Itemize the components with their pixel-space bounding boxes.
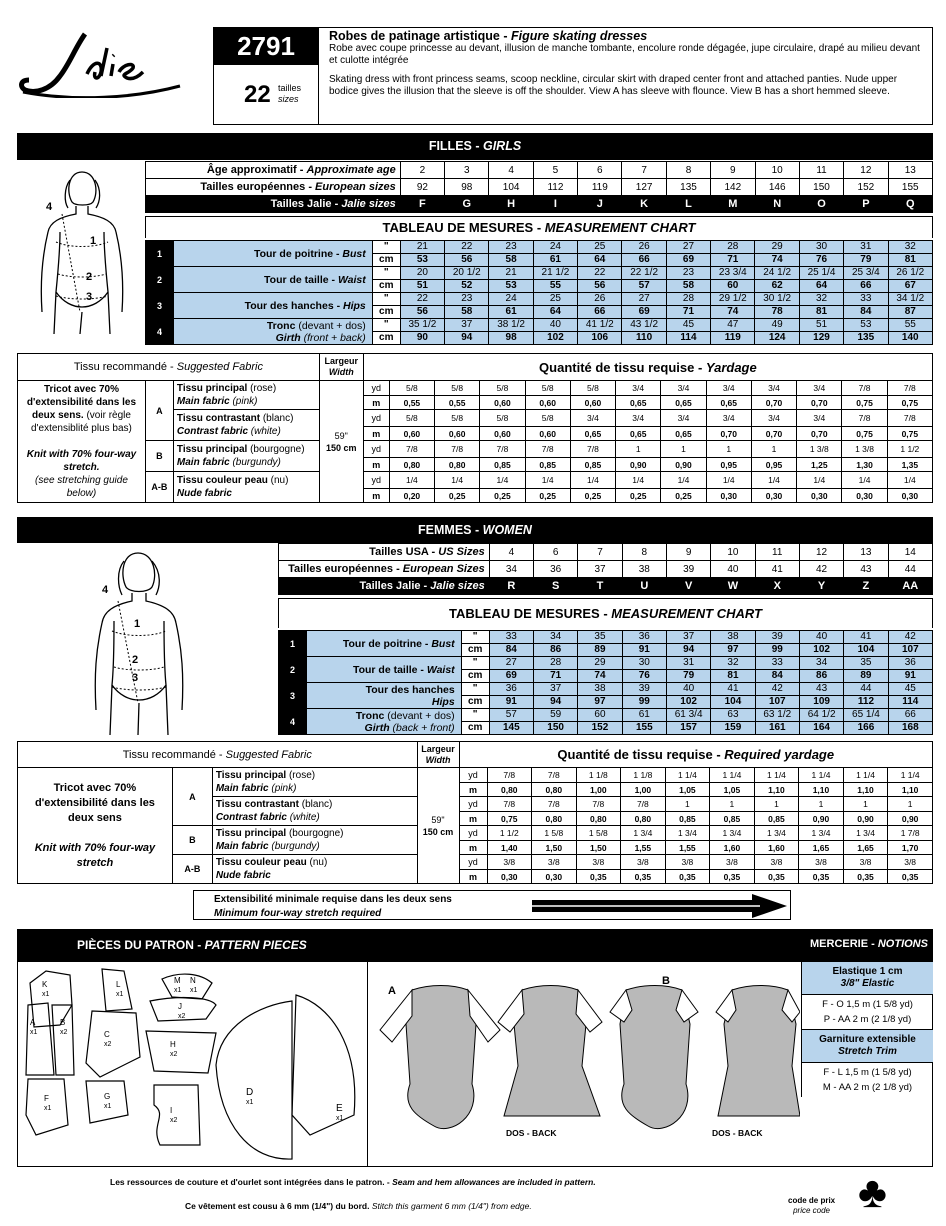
fabric-row-yd: Tricot avec 70% d'extensibilité dans les deux sens. (voir règle d'extensiblité plus bas) Knit with 70% four-way stretch. (see stretching guide below) A Tissu principal (rose) Main fabric (pink) 59" 150 cm yd 5/8 5/8 5/8 5/8 5/8 3/4 3/4 3/4 3/4 3/4 7/8 7/8 [18,381,933,396]
piece-qty-d: x1 [246,1099,254,1106]
row-number: 3 [279,683,307,709]
fabric-width: 59" 150 cm [417,768,459,884]
piece-label-a: A [30,1018,36,1027]
view-a-back-label: DOS - BACK [506,1128,557,1138]
fabric-row-yd: Tissu contrastant (blanc) Contrast fabric (white) yd 5/8 5/8 5/8 5/8 3/4 3/4 3/4 3/4 3/4 3/4 7/8 7/8 [18,410,933,427]
piece-qty-k: x1 [42,991,50,998]
measure-label: Tour de taille - Waist [306,657,461,683]
piece-label-g: G [104,1092,111,1101]
piece-qty-n: x1 [190,987,198,994]
piece-qty-b: x2 [60,1029,68,1036]
fabric-row-m: m 0,80 0,80 0,85 0,85 0,85 0,90 0,90 0,95 0,95 1,25 1,30 1,35 [18,458,933,472]
women-rec-fabric-title: Tissu recommandé - Suggested Fabric [18,742,418,768]
w-euro-label: Tailles européennes - European Sizes [279,561,490,578]
notions-panel [801,962,933,1097]
measure-label: Tour des hanches - Hips [173,293,372,319]
pattern-number: 2791 [213,27,319,65]
piece-qty-e: x1 [336,1115,344,1122]
sizes-count: 22 [244,81,271,108]
measure-label: Tronc (devant + dos) Girth (front + back) [173,319,372,345]
measure-label: Tour de poitrine - Bust [173,241,372,267]
measure-row-cm: cm 145 150 152 155 157 159 161 164 166 168 [279,722,933,735]
women-chart-title: TABLEAU DE MESURES - MEASUREMENT CHART [278,598,933,628]
jalie-label: Tailles Jalie - Jalie sizes [146,196,401,213]
measure-row-cm: cm 51 52 53 55 56 57 58 60 62 64 66 67 [146,280,933,293]
measure-row-cm: cm 56 58 61 64 66 69 71 74 78 81 84 87 [146,306,933,319]
women-yardage-title: Quantité de tissu requise - Required yardage [459,742,932,768]
elastic-header: Elastique 1 cm 3/8" Elastic [802,962,933,995]
row-number: 2 [146,267,174,293]
piece-label-h: H [170,1040,176,1049]
fabric-row-yd: A-B Tissu couleur peau (nu) Nude fabric yd 1/4 1/4 1/4 1/4 1/4 1/4 1/4 1/4 1/4 1/4 1/4 1/4 [18,472,933,489]
notions-title: MERCERIE - NOTIONS [810,938,928,950]
row-number: 4 [279,709,307,735]
girls-section-bar: FILLES - GIRLS [17,133,933,160]
fabric-name: Tissu principal (rose) Main fabric (pink) [212,768,417,797]
fabric-row-m: m 0,60 0,60 0,60 0,60 0,65 0,65 0,65 0,70 0,70 0,70 0,75 0,75 [18,427,933,441]
girls-yardage-title: Quantité de tissu requise - Yardage [363,354,932,381]
fabric-row-m: m 0,30 0,30 0,35 0,35 0,35 0,35 0,35 0,35 0,35 0,35 [18,870,933,884]
fabric-name: Tissu principal (bourgogne) Main fabric (burgundy) [173,441,319,472]
piece-g [86,1081,128,1123]
woman-figure [80,545,200,740]
piece-m [162,974,212,999]
girls-size-table: Âge approximatif - Approximate age 2 3 4 5 6 7 8 9 10 11 12 13 Tailles européennes - European sizes 92 98 104 112 119 127 135 142 146 150 152 155 Tailles Jalie - Jalie sizes F G H I J K L M N O P Q [145,161,933,213]
piece-e [292,995,355,1135]
sizes-label-en: sizes [278,94,299,104]
stretch-arrow-icon [532,893,788,919]
view-drawings [372,966,800,1164]
girls-width-title: Largeur Width [319,354,363,381]
view-code: A [145,381,173,441]
w-measure-marker-1: 1 [134,618,141,630]
piece-label-d: D [246,1087,254,1098]
fabric-row-yd: B Tissu principal (bourgogne) Main fabric (burgundy) yd 1 1/2 1 5/8 1 5/8 1 3/4 1 3/4 1 3/4 1 3/4 1 3/4 1 3/4 1 7/8 [18,826,933,841]
measure-row-in: 1 Tour de poitrine - Bust " 33 34 35 36 37 38 39 40 41 42 [279,631,933,644]
piece-label-e: E [336,1103,343,1114]
w-measure-marker-3: 3 [132,672,139,684]
piece-qty-a: x1 [30,1029,38,1036]
girls-chart-title: TABLEAU DE MESURES - MEASUREMENT CHART [145,216,933,238]
brand-text: Jalie [15,28,18,29]
w-measure-marker-4: 4 [102,584,109,596]
measure-marker-2: 2 [86,271,93,283]
pattern-pieces-diagram [20,965,365,1163]
jalie-logo [15,28,185,98]
view-code: A-B [145,472,173,503]
piece-label-n: N [190,976,196,985]
fabric-row-m: m 1,40 1,50 1,50 1,55 1,55 1,60 1,60 1,65 1,65 1,70 [18,841,933,855]
price-code: code de prix price code [788,1196,836,1215]
fabric-row-yd: Tricot avec 70% d'extensibilité dans les deux sens Knit with 70% four-way stretch A Tissu principal (rose) Main fabric (pink) 59" 150 cm yd 7/8 7/8 1 1/8 1 1/8 1 1/4 1 1/4 1 1/4 1 1/4 1 1/4 1 1/4 [18,768,933,783]
fabric-row-m: m 0,20 0,25 0,25 0,25 0,25 0,25 0,25 0,30 0,30 0,30 0,30 0,30 [18,489,933,503]
piece-qty-h: x2 [170,1051,178,1058]
view-code: B [145,441,173,472]
sizes-box [213,65,319,125]
measure-row-cm: cm 84 86 89 91 94 97 99 102 104 107 [279,644,933,657]
view-b-label: B [662,975,670,987]
trim-header: Garniture extensible Stretch Trim [802,1029,933,1063]
measure-row-cm: cm 90 94 98 102 106 110 114 119 124 129 135 140 [146,332,933,345]
view-a-front [406,986,476,1129]
piece-a [26,1003,54,1075]
trim-rows: F - L 1,5 m (1 5/8 yd) M - AA 2 m (2 1/8 yd) [822,1067,913,1093]
piece-label-c: C [104,1030,110,1039]
knit-note: Tricot avec 70% d'extensibilité dans les deux sens. (voir règle d'extensiblité plus bas) Knit with 70% four-way stretch. (see stretching guide below) [18,381,146,503]
women-fabric-table [17,741,933,884]
measure-row-in: 1 Tour de poitrine - Bust " 21 22 23 24 25 26 27 28 29 30 31 32 [146,241,933,254]
stretch-en: Minimum four-way stretch required [214,908,382,919]
measure-row-cm: cm 69 71 74 76 79 81 84 86 89 91 [279,670,933,683]
piece-d [216,1001,292,1159]
view-b-back-label: DOS - BACK [712,1128,763,1138]
measure-row-in: 3 Tour des hanches Hips " 36 37 38 39 40 41 42 43 44 45 [279,683,933,696]
piece-qty-i: x2 [170,1117,178,1124]
girls-measurement-table [145,240,933,345]
sizes-label-fr: tailles [278,83,302,93]
w-measure-marker-2: 2 [132,654,139,666]
piece-label-m: M [174,976,181,985]
fabric-name: Tissu couleur peau (nu) Nude fabric [212,855,417,884]
stretch-guide [193,890,791,920]
fabric-name: Tissu contrastant (blanc) Contrast fabric (white) [173,410,319,441]
piece-label-b: B [60,1018,66,1027]
row-number: 4 [146,319,174,345]
measure-label: Tour de poitrine - Bust [306,631,461,657]
measure-marker-1: 1 [90,235,97,247]
fabric-row-yd: Tissu contrastant (blanc) Contrast fabric (white) yd 7/8 7/8 7/8 7/8 1 1 1 1 1 1 [18,797,933,812]
fabric-row-m: m 0,75 0,80 0,80 0,80 0,85 0,85 0,85 0,90 0,90 0,90 [18,812,933,826]
measure-label: Tour des hanches Hips [306,683,461,709]
knit-note: Tricot avec 70% d'extensibilité dans les deux sens Knit with 70% four-way stretch [18,768,173,884]
measure-label: Tronc (devant + dos) Girth (back + front) [306,709,461,735]
stretch-fr: Extensibilité minimale requise dans les deux sens [214,894,452,905]
measure-row-in: 4 Tronc (devant + dos) Girth (back + front) " 57 59 60 61 61 3/4 63 63 1/2 64 1/2 65 1/4 66 [279,709,933,722]
piece-qty-l: x1 [116,991,124,998]
pattern-title: Robes de patinage artistique - Figure skating dresses [329,29,648,43]
piece-h [146,1031,216,1073]
measure-row-in: 3 Tour des hanches - Hips " 22 23 24 25 26 27 28 29 1/2 30 1/2 32 33 34 1/2 [146,293,933,306]
measure-marker-3: 3 [86,291,93,303]
row-number: 2 [279,657,307,683]
euro-label: Tailles européennes - European sizes [146,179,401,196]
fabric-name: Tissu principal (bourgogne) Main fabric (burgundy) [212,826,417,855]
measure-row-in: 2 Tour de taille - Waist " 27 28 29 30 31 32 33 34 35 36 [279,657,933,670]
piece-qty-j: x2 [178,1013,186,1020]
seam-note: Les ressources de couture et d'ourlet sont intégrées dans le patron. - Seam and hem allowances are included in pattern. [110,1177,596,1187]
elastic-rows: F - O 1,5 m (1 5/8 yd) P - AA 2 m (2 1/8 yd) [822,999,913,1025]
row-number: 1 [279,631,307,657]
women-section-bar: FEMMES - WOMEN [17,517,933,543]
piece-label-j: J [178,1002,182,1011]
view-code: A [172,768,212,826]
piece-l [102,969,132,1011]
description-fr: Robe avec coupe princesse au devant, illusion de manche tombante, encolure ronde dégagée, jupe circulaire, drapé au milieu devant et culotte intégrée [329,43,920,66]
piece-qty-g: x1 [104,1103,112,1110]
view-a-label: A [388,985,396,997]
fabric-width: 59" 150 cm [319,381,363,503]
piece-k [30,971,72,1027]
measure-label: Tour de taille - Waist [173,267,372,293]
measure-row-in: 4 Tronc (devant + dos) Girth (front + back) " 35 1/2 37 38 1/2 40 41 1/2 43 1/2 45 47 49 51 53 55 [146,319,933,332]
row-number: 1 [146,241,174,267]
w-jalie-label: Tailles Jalie - Jalie sizes [279,578,490,595]
fabric-row-m: m 0,80 0,80 1,00 1,00 1,05 1,05 1,10 1,10 1,10 1,10 [18,783,933,797]
piece-label-l: L [116,980,121,989]
measure-row-cm: cm 91 94 97 99 102 104 107 109 112 114 [279,696,933,709]
fabric-row-m: m 0,55 0,55 0,60 0,60 0,60 0,65 0,65 0,65 0,70 0,70 0,75 0,75 [18,396,933,410]
piece-qty-c: x2 [104,1041,112,1048]
girls-fabric-table [17,353,933,503]
measure-row-cm: cm 53 56 58 61 64 66 69 71 74 76 79 81 [146,254,933,267]
pattern-description [319,27,933,125]
women-width-title: Largeur Width [417,742,459,768]
description-en: Skating dress with front princess seams, scoop neckline, circular skirt with draped center front and attached panties. Nude upper bodice gives the illusion that the sleeve is off the shoulder. View A has sleeve with flounce. View B has a short hemmed sleeve. [329,74,898,97]
age-label: Âge approximatif - Approximate age [146,162,401,179]
piece-c [86,1011,140,1077]
piece-label-k: K [42,980,48,989]
fabric-row-yd: A-B Tissu couleur peau (nu) Nude fabric yd 3/8 3/8 3/8 3/8 3/8 3/8 3/8 3/8 3/8 3/8 [18,855,933,870]
fabric-name: Tissu couleur peau (nu) Nude fabric [173,472,319,503]
fabric-name: Tissu contrastant (blanc) Contrast fabric (white) [212,797,417,826]
women-measurement-table [278,630,933,735]
view-code: A-B [172,855,212,884]
piece-qty-m: x1 [174,987,182,994]
view-code: B [172,826,212,855]
piece-qty-f: x1 [44,1105,52,1112]
measure-marker-4: 4 [46,201,53,213]
stitch-note: Ce vêtement est cousu à 6 mm (1/4") du bord. Stitch this garment 6 mm (1/4") from edge. [185,1201,532,1211]
women-size-table: Tailles USA - US Sizes 4 6 7 8 9 10 11 12 13 14 Tailles européennes - European Sizes 34 36 37 38 39 40 41 42 43 44 Tailles Jalie - Jalie sizes R S T U V W X Y Z AA [278,543,933,595]
girl-figure [20,162,145,342]
piece-label-i: I [170,1106,173,1115]
fabric-name: Tissu principal (rose) Main fabric (pink) [173,381,319,410]
girls-rec-fabric-title: Tissu recommandé - Suggested Fabric [18,354,320,381]
row-number: 3 [146,293,174,319]
fabric-row-yd: B Tissu principal (bourgogne) Main fabric (burgundy) yd 7/8 7/8 7/8 7/8 7/8 1 1 1 1 1 3/8 1 3/8 1 1/2 [18,441,933,458]
piece-i [154,1085,200,1145]
club-icon: ♣ [858,1168,887,1217]
us-label: Tailles USA - US Sizes [279,544,490,561]
piece-label-f: F [44,1094,49,1103]
measure-row-in: 2 Tour de taille - Waist " 20 20 1/2 21 21 1/2 22 22 1/2 23 23 3/4 24 1/2 25 1/4 25 3/4 26 1/2 [146,267,933,280]
piece-b [52,1005,74,1075]
pieces-title: PIÈCES DU PATRON - PATTERN PIECES [77,938,307,952]
